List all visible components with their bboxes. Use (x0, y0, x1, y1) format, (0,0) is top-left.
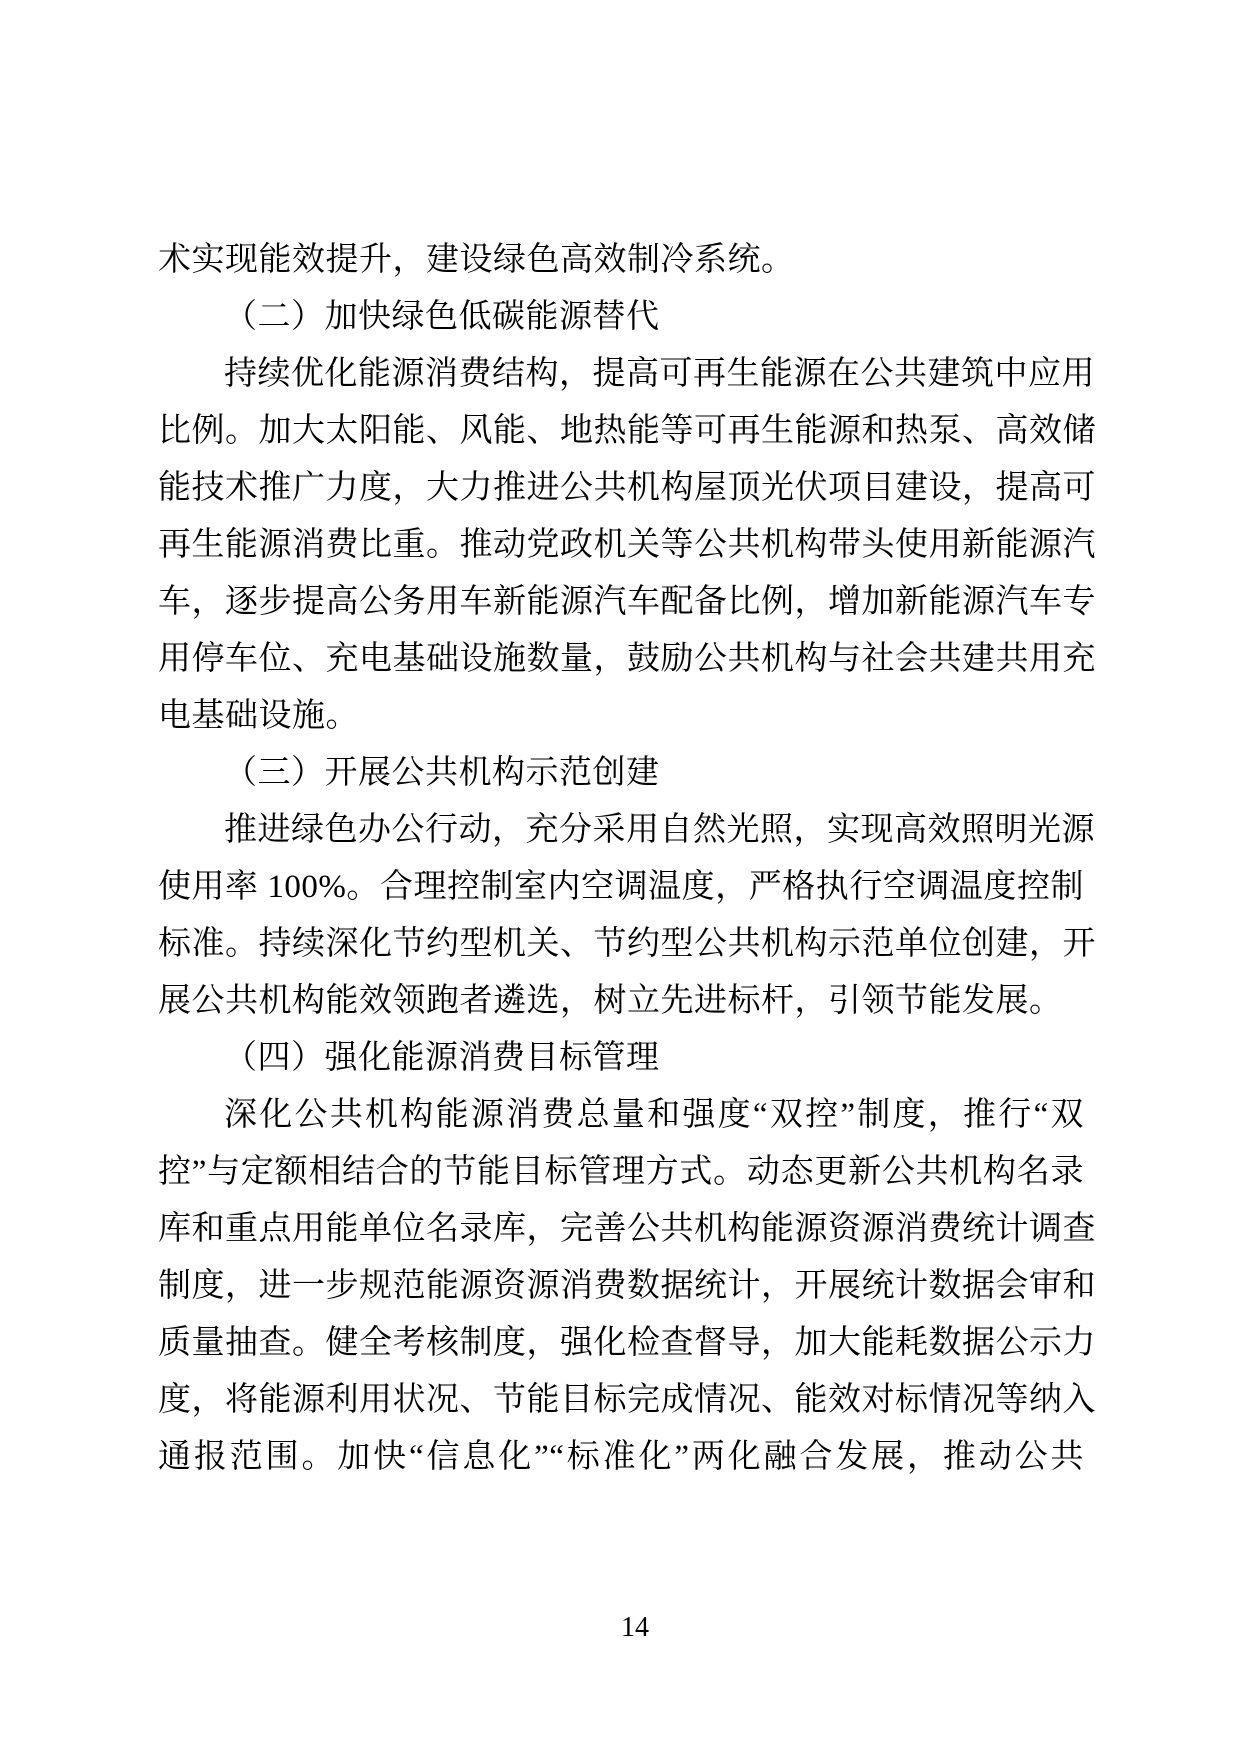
text-line: 用停车位、充电基础设施数量，鼓励公共机构与社会共建共用充 (158, 641, 1096, 677)
text-line: 度，将能源利用状况、节能目标完成情况、能效对标情况等纳入 (158, 1382, 1096, 1418)
text-line: 标准。持续深化节约型机关、节约型公共机构示范单位创建，开 (158, 926, 1096, 962)
text-line: 控”与定额相结合的节能目标管理方式。动态更新公共机构名录 (158, 1154, 1084, 1190)
text-line: 车，逐步提高公务用车新能源汽车配备比例，增加新能源汽车专 (158, 584, 1096, 620)
text-line: 电基础设施。 (158, 698, 359, 734)
text-line: 质量抽查。健全考核制度，强化检查督导，加大能耗数据公示力 (158, 1325, 1096, 1361)
text-line: 再生能源消费比重。推动党政机关等公共机构带头使用新能源汽 (158, 527, 1096, 563)
section-heading: （二）加快绿色低碳能源替代 (224, 299, 660, 335)
section-heading: （三）开展公共机构示范创建 (224, 755, 660, 791)
text-line: 持续优化能源消费结构，提高可再生能源在公共建筑中应用 (224, 356, 1095, 392)
text-line: 库和重点用能单位名录库，完善公共机构能源资源消费统计调查 (158, 1211, 1096, 1247)
text-line: 展公共机构能效领跑者遴选，树立先进标杆，引领节能发展。 (158, 983, 1063, 1019)
text-line: 制度，进一步规范能源资源消费数据统计，开展统计数据会审和 (158, 1268, 1096, 1304)
text-line: 使用率 100%。合理控制室内空调温度，严格执行空调温度控制 (158, 869, 1084, 905)
text-line: 能技术推广力度，大力推进公共机构屋顶光伏项目建设，提高可 (158, 470, 1096, 506)
section-heading: （四）强化能源消费目标管理 (224, 1040, 660, 1076)
text-line: 比例。加大太阳能、风能、地热能等可再生能源和热泵、高效储 (158, 413, 1096, 449)
page-number: 14 (621, 1612, 649, 1643)
text-line: 推进绿色办公行动，充分采用自然光照，实现高效照明光源 (224, 812, 1095, 848)
text-line: 术实现能效提升，建设绿色高效制冷系统。 (158, 242, 795, 278)
text-line: 深化公共机构能源消费总量和强度“双控”制度，推行“双 (224, 1097, 1084, 1133)
text-line: 通报范围。加快“信息化”“标准化”两化融合发展，推动公共 (158, 1439, 1084, 1475)
document-text-block (158, 232, 1096, 1486)
